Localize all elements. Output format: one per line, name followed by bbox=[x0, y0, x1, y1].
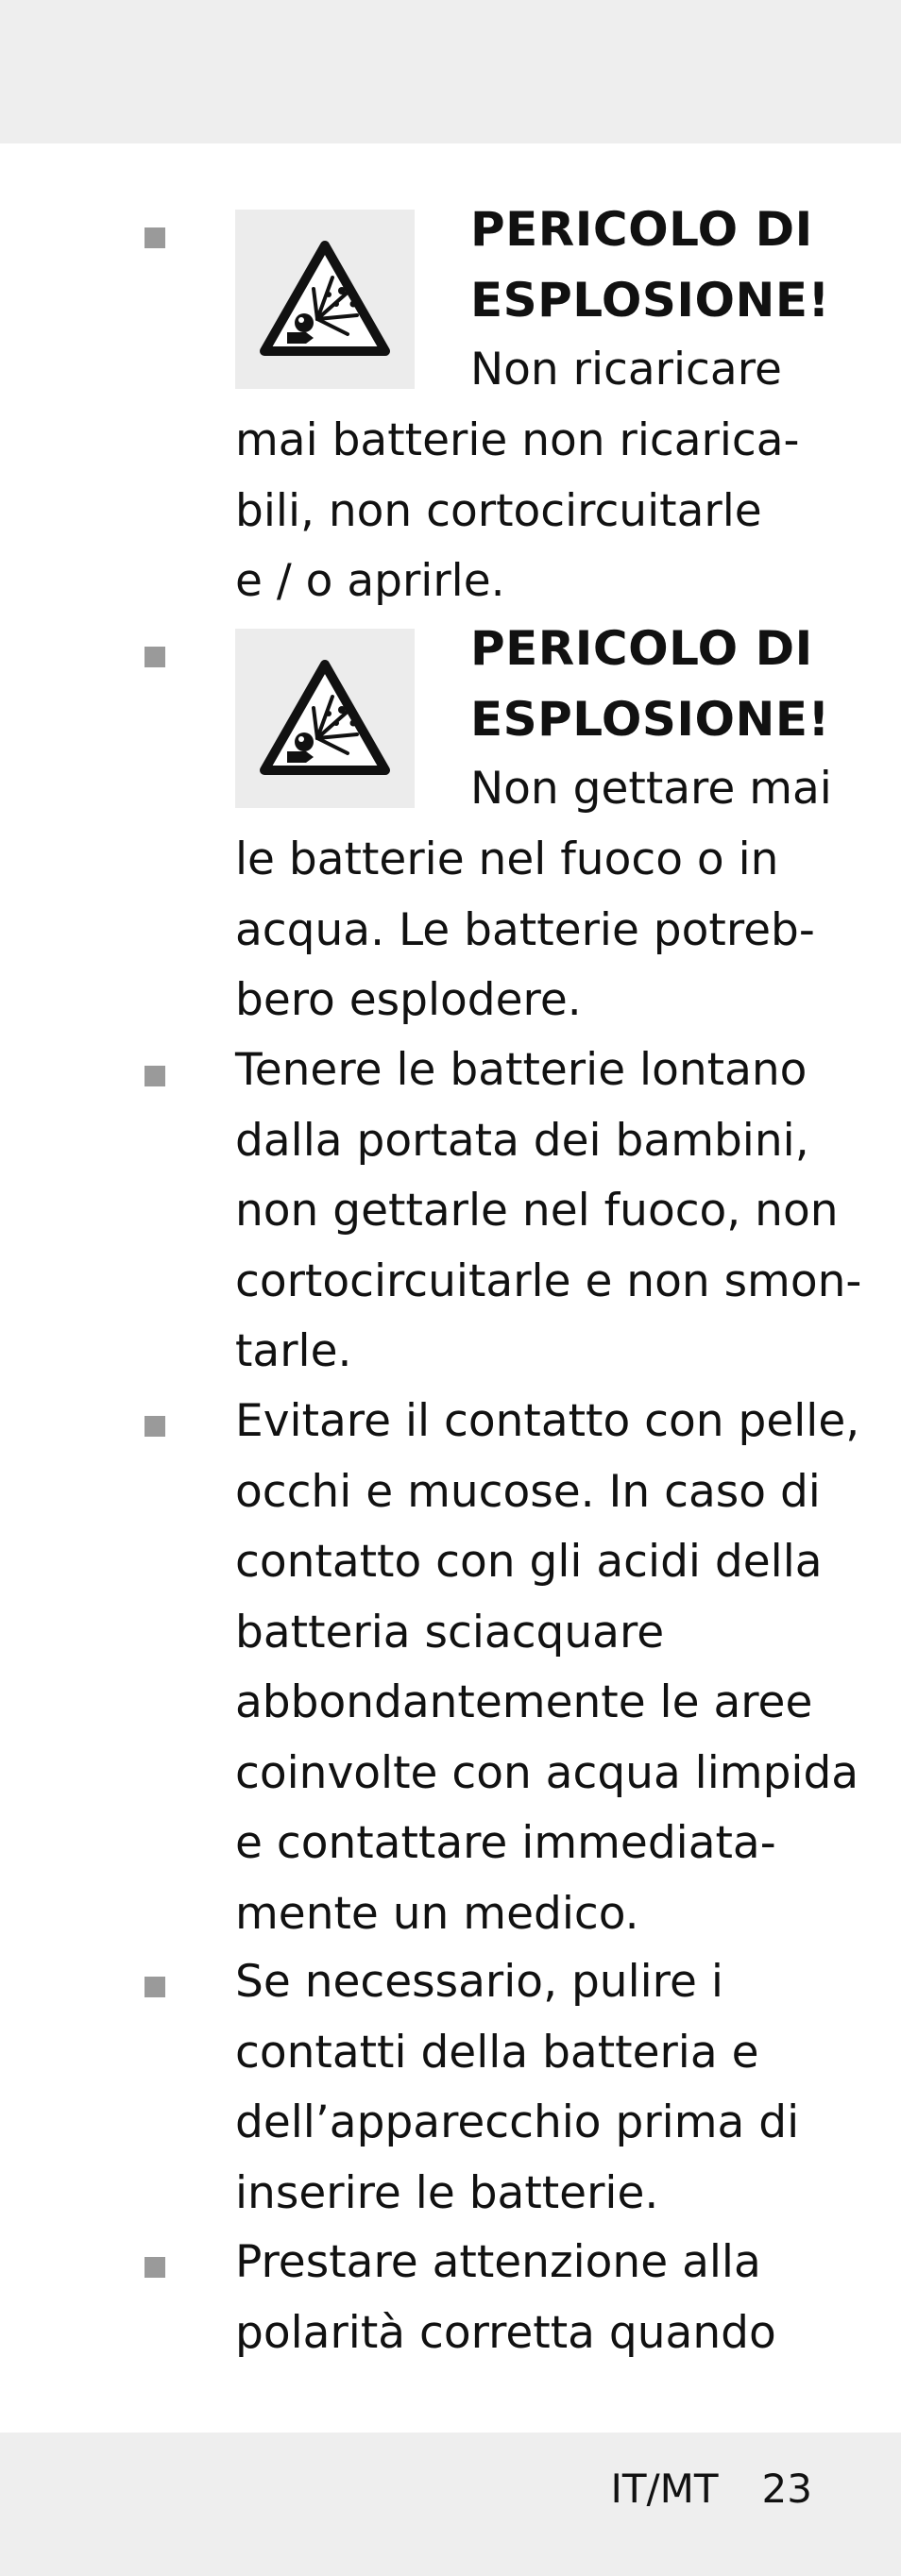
warning-title bbox=[470, 194, 830, 335]
text-line: Prestare attenzione alla bbox=[235, 2236, 761, 2288]
text-line: acqua. Le batterie potreb- bbox=[235, 903, 815, 956]
bullet-marker bbox=[144, 227, 165, 248]
warning-title-line: ESPLOSIONE! bbox=[470, 272, 830, 328]
text-line: Se necessario, pulire i bbox=[235, 1956, 723, 2008]
text-line: e / o aprirle. bbox=[235, 555, 505, 607]
text-line: dalla portata dei bambini, bbox=[235, 1114, 809, 1167]
warning-title-line: ESPLOSIONE! bbox=[470, 691, 830, 747]
text-line: contatto con gli acidi della bbox=[235, 1536, 823, 1588]
item-text bbox=[235, 825, 815, 1036]
text-line: Tenere le batterie lontano bbox=[235, 1044, 808, 1096]
text-line: cortocircuitarle e non smon- bbox=[235, 1254, 862, 1307]
explosion-warning-icon bbox=[259, 659, 391, 778]
text-line: tarle. bbox=[235, 1325, 352, 1377]
text-line: inserire le batterie. bbox=[235, 2166, 659, 2219]
item-text bbox=[235, 1035, 862, 1388]
warning-title-line: PERICOLO DI bbox=[470, 621, 813, 676]
text-line: mente un medico. bbox=[235, 1887, 639, 1940]
bullet-marker bbox=[144, 1977, 165, 1997]
text-line: abbondantemente le aree bbox=[235, 1676, 813, 1728]
warning-first-line: Non ricaricare bbox=[470, 344, 782, 396]
item-text bbox=[235, 2228, 811, 2368]
text-line: e contattare immediata- bbox=[235, 1817, 776, 1869]
warning-title-line: PERICOLO DI bbox=[470, 202, 813, 257]
page-footer bbox=[610, 2466, 812, 2513]
warning-title bbox=[470, 614, 830, 754]
text-line: contatti della batteria e bbox=[235, 2026, 759, 2079]
text-line: batteria sciacquare bbox=[235, 1606, 665, 1658]
item-text bbox=[235, 406, 811, 617]
warning-symbol bbox=[235, 629, 415, 808]
warning-symbol bbox=[235, 210, 415, 389]
header-band bbox=[0, 0, 901, 143]
footer-language: IT/MT bbox=[610, 2466, 719, 2512]
bullet-marker bbox=[144, 647, 165, 667]
item-text bbox=[235, 1947, 811, 2229]
text-line: Evitare il contatto con pelle, bbox=[235, 1395, 860, 1447]
page-number: 23 bbox=[761, 2466, 812, 2512]
text-line: coinvolte con acqua limpida bbox=[235, 1746, 859, 1799]
bullet-marker bbox=[144, 1066, 165, 1086]
text-line: polarità corretta quando bbox=[235, 2306, 776, 2359]
text-line: bili, non cortocircuitarle bbox=[235, 484, 762, 537]
text-line: dell’apparecchio prima di bbox=[235, 2096, 800, 2148]
text-line: le batterie nel fuoco o in bbox=[235, 833, 779, 885]
text-line: occhi e mucose. In caso di bbox=[235, 1465, 821, 1518]
text-line: mai batterie non ricarica- bbox=[235, 414, 800, 466]
explosion-warning-icon bbox=[259, 240, 391, 359]
item-text bbox=[235, 1387, 860, 1949]
bullet-marker bbox=[144, 2257, 165, 2278]
warning-first-line: Non gettare mai bbox=[470, 763, 832, 815]
text-line: bero esplodere. bbox=[235, 974, 582, 1026]
bullet-marker bbox=[144, 1416, 165, 1437]
text-line: non gettarle nel fuoco, non bbox=[235, 1185, 839, 1237]
